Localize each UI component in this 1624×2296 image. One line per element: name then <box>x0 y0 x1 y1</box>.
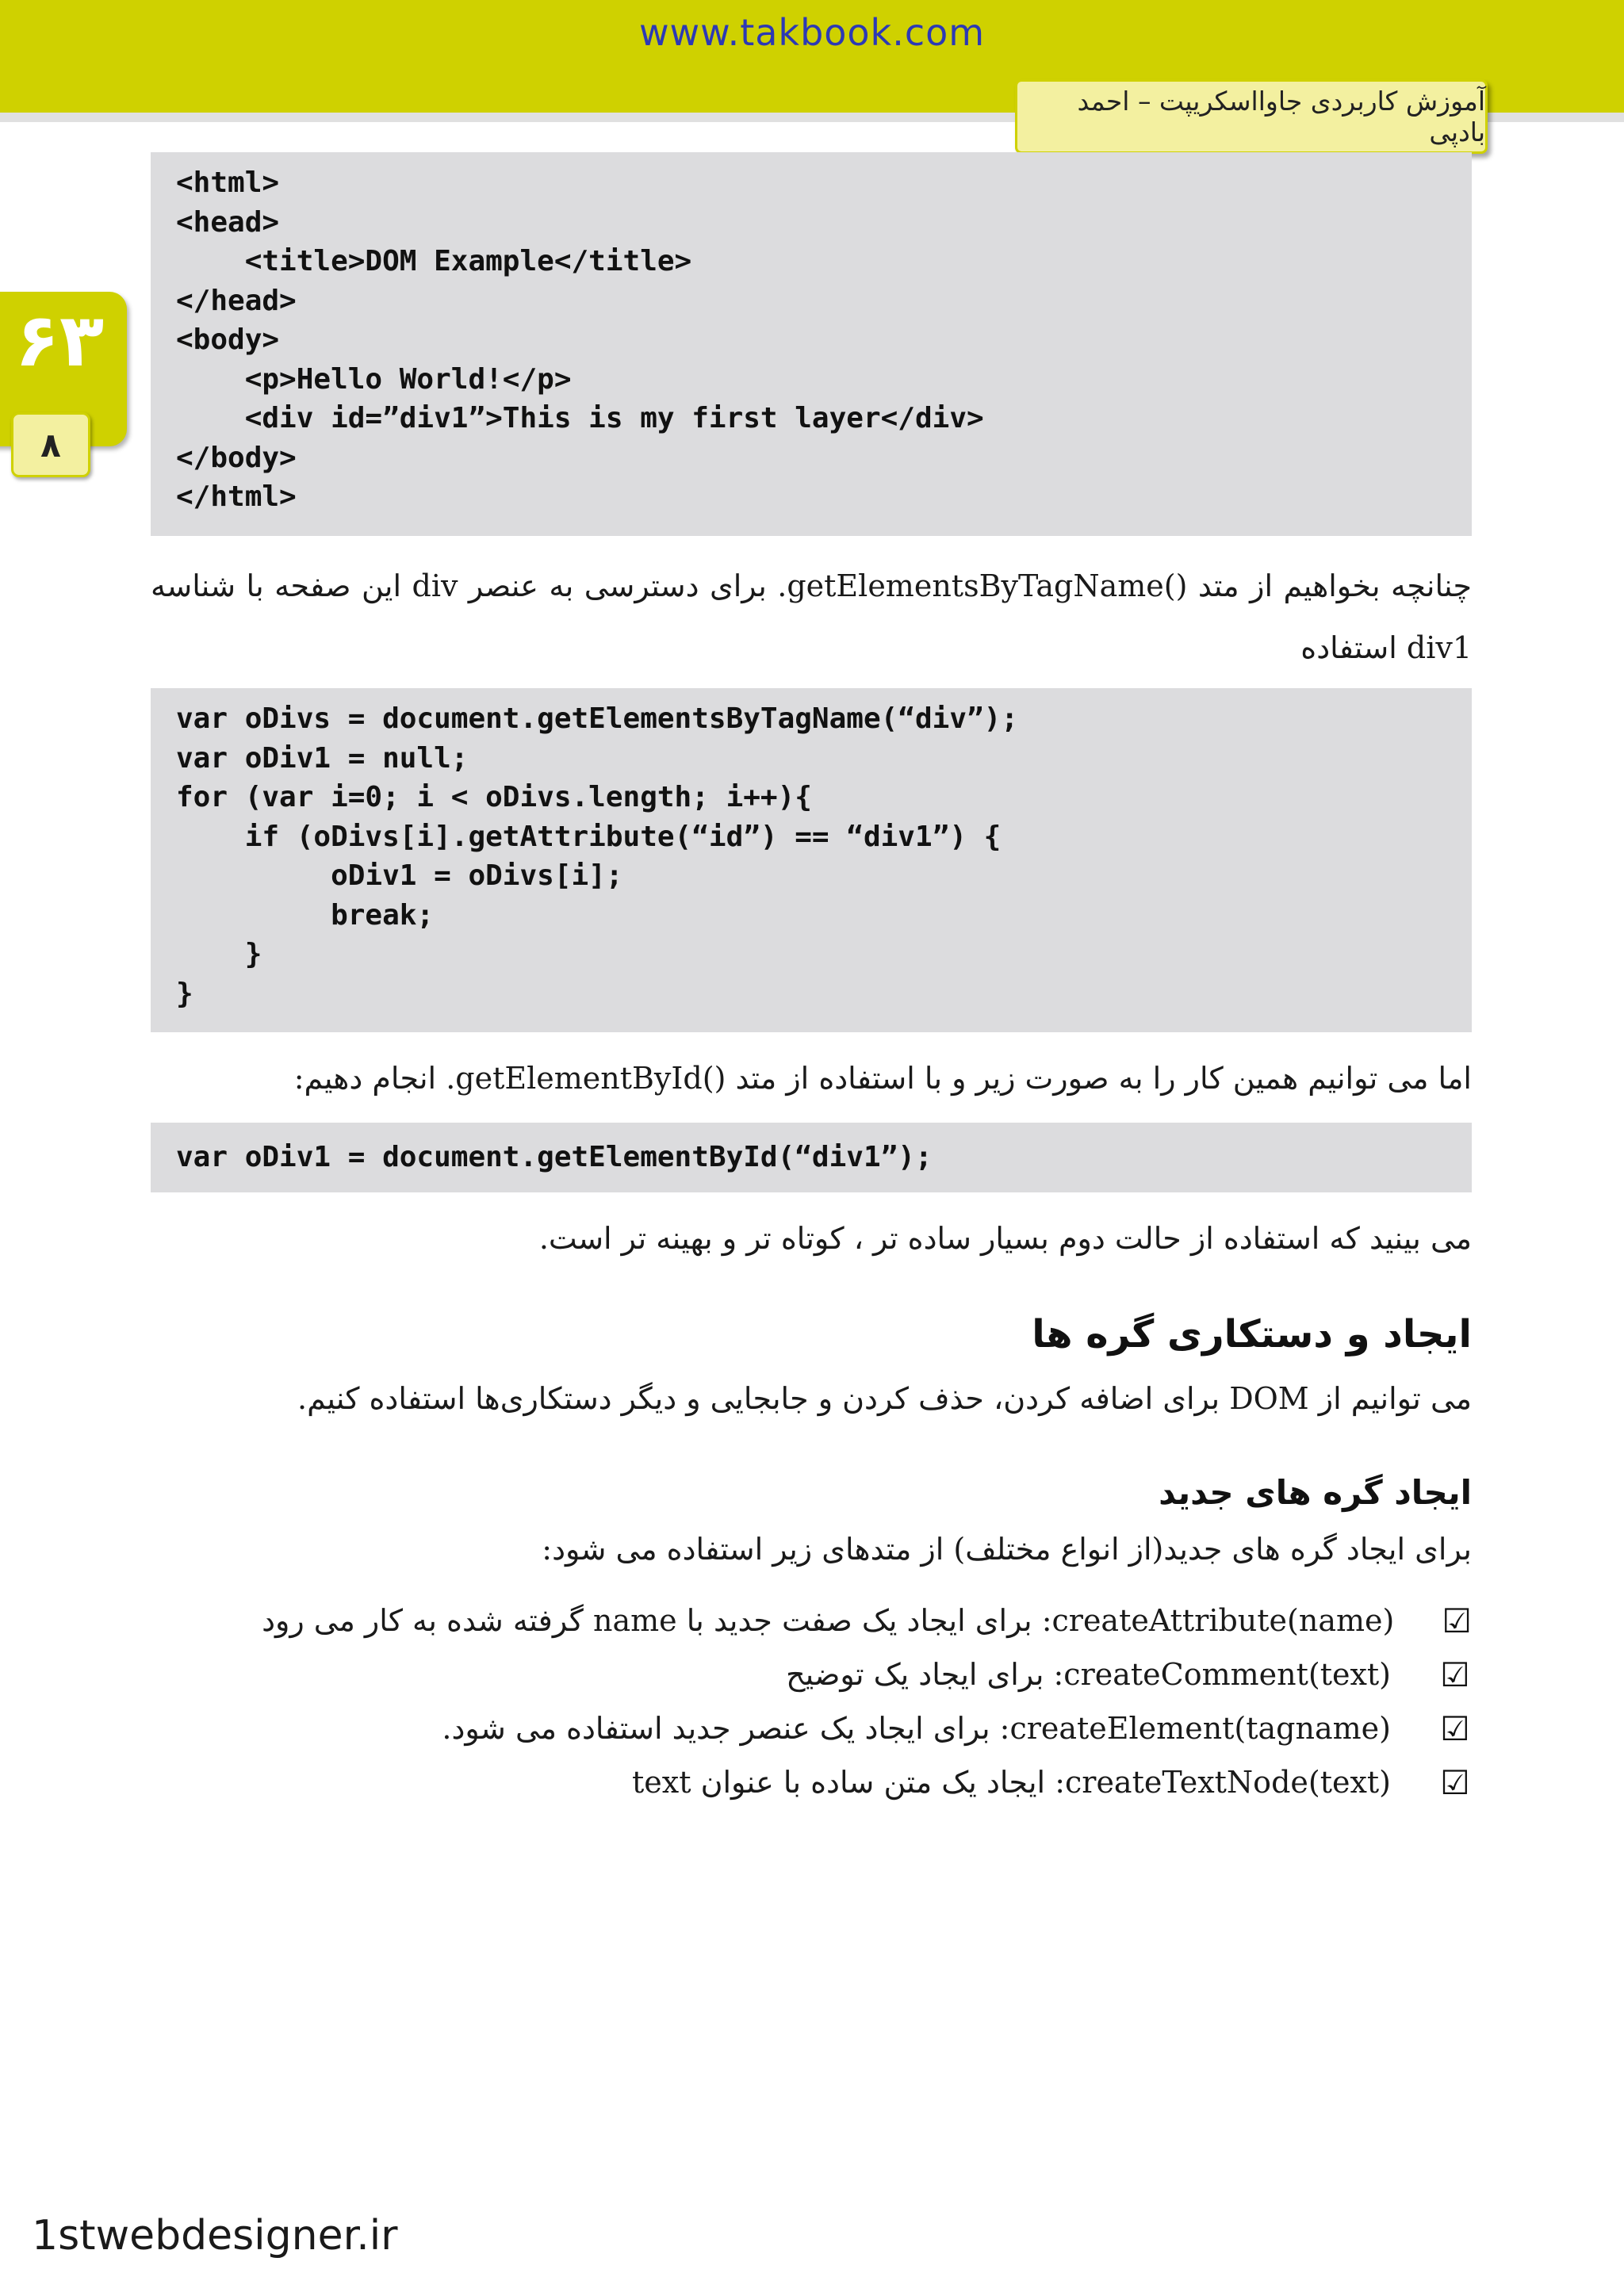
paragraph-line: چنانچه بخواهیم از متد ()getElementsByTagName. برای دسترسی به عنصر div این صفحه با شناسه div1 استفاده <box>151 568 1472 665</box>
checkbox-checked-icon: ☑ <box>1440 1655 1470 1694</box>
code-line: } <box>176 977 193 1010</box>
paragraph-conclusion: می بینید که استفاده از حالت دوم بسیار ساده تر ، کوتاه تر و بهینه تر است. <box>538 1221 1472 1256</box>
watermark: 1stwebdesigner.ir <box>32 2212 398 2260</box>
code-line: <p>Hello World!</p> <box>176 362 572 396</box>
code-line: <html> <box>176 166 280 199</box>
code-line: </head> <box>176 284 297 317</box>
code-line: var oDiv1 = null; <box>176 741 469 775</box>
code-line: for (var i=0; i < oDivs.length; i++){ <box>176 781 812 813</box>
chapter-number: ۸ <box>11 412 90 477</box>
code-line: <body> <box>176 323 280 356</box>
checkbox-checked-icon: ☑ <box>1440 1709 1470 1748</box>
list-item <box>362 1651 1472 1698</box>
paragraph-getelementbyid: اما می توانیم همین کار را به صورت زیر و با استفاده از متد ()getElementById. انجام دهیم: <box>293 1061 1472 1096</box>
code-line: </html> <box>176 480 297 513</box>
code-line: <title>DOM Example</title> <box>176 245 692 277</box>
list-item-text: createTextNode(text): ایجاد یک متن ساده با عنوان text <box>632 1765 1391 1800</box>
book-title: آموزش کاربردی جاوااسکریپت – احمد بادپی <box>1077 86 1485 147</box>
list-item-text: createComment(text): برای ایجاد یک توضیح <box>786 1657 1391 1692</box>
code-line: oDiv1 = oDivs[i]; <box>176 859 623 892</box>
subsection-heading: ایجاد گره های جدید <box>1159 1473 1472 1512</box>
list-item <box>362 1758 1472 1806</box>
code-block-loop-example <box>151 688 1472 1032</box>
code-line: } <box>176 938 262 970</box>
list-item <box>362 1705 1472 1752</box>
code-line: var oDiv1 = document.getElementById(“div1”); <box>176 1141 933 1173</box>
list-item <box>262 1597 1472 1644</box>
code-line: </body> <box>176 441 297 474</box>
code-block-getelementbyid <box>151 1123 1472 1192</box>
subsection-intro: برای ایجاد گره های جدید(از انواع مختلف) از متدهای زیر استفاده می شود: <box>542 1532 1472 1567</box>
section-heading: ایجاد و دستکاری گره ها <box>1032 1312 1472 1357</box>
page-number: ۶۳ <box>14 298 105 383</box>
code-line: <head> <box>176 205 280 239</box>
section-intro: می توانیم از DOM برای اضافه کردن، حذف کردن و جابجایی و دیگر دستکاری‌ها استفاده کنیم. <box>297 1381 1472 1416</box>
book-title-tab <box>1015 79 1488 154</box>
code-line: <div id=”div1”>This is my first layer</div> <box>176 402 984 434</box>
site-url: www.takbook.com <box>638 11 986 54</box>
checkbox-checked-icon: ☑ <box>1442 1601 1472 1640</box>
list-item-text: createElement(tagname): برای ایجاد یک عنصر جدید استفاده می شود. <box>442 1711 1391 1746</box>
code-line: break; <box>176 898 435 932</box>
list-item-text: createAttribute(name): برای ایجاد یک صفت جدید با name گرفته شده به کار می رود <box>262 1603 1395 1638</box>
checkbox-checked-icon: ☑ <box>1440 1762 1470 1802</box>
code-block-html-example <box>151 152 1472 536</box>
code-line: if (oDivs[i].getAttribute(“id”) == “div1”) { <box>176 820 1002 853</box>
code-line: var oDivs = document.getElementsByTagName(“div”); <box>176 702 1019 735</box>
